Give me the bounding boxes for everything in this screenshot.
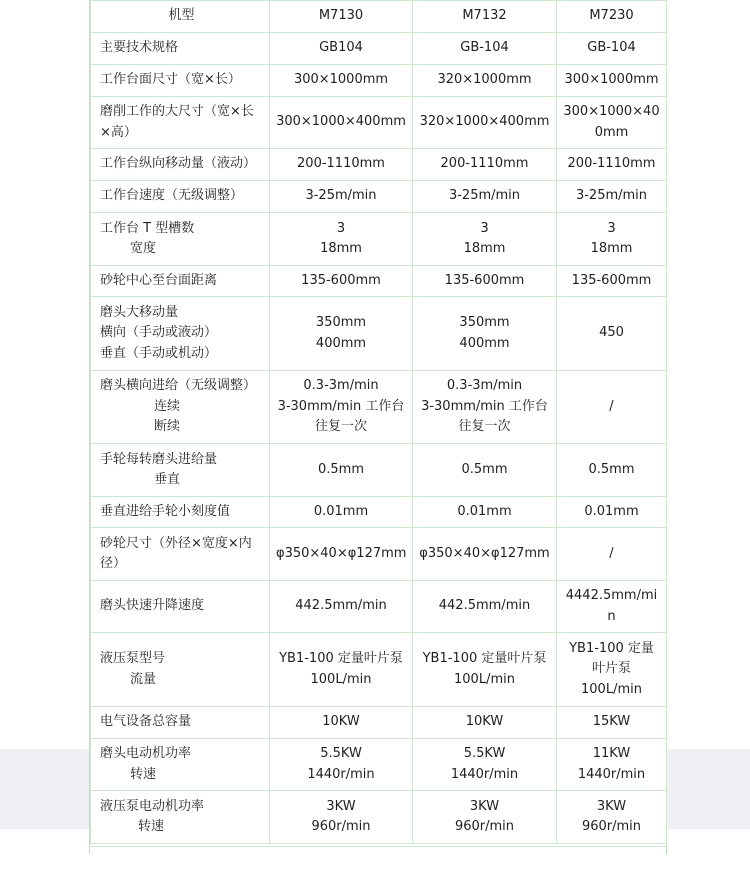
cell-m7130: 0.3-3m/min 3-30mm/min 工作台往复一次: [270, 371, 413, 444]
cell-m7130: 3-25m/min: [270, 181, 413, 213]
cell-m7132: 320×1000×400mm: [413, 97, 557, 149]
cell-m7130: 300×1000×400mm: [270, 97, 413, 149]
row-label: 液压泵型号 流量: [91, 633, 270, 707]
table-row: [91, 213, 667, 266]
table-row: [91, 581, 667, 633]
cell-m7132: 3-25m/min: [413, 181, 557, 213]
row-label: 手轮每转磨头进给量 垂直: [91, 444, 270, 497]
cell-m7132: 350mm 400mm: [413, 297, 557, 371]
cell-m7132: 5.5KW 1440r/min: [413, 739, 557, 791]
cell-m7230: 300×1000×400mm: [557, 97, 667, 149]
row-label: 砂轮中心至台面距离: [91, 266, 270, 297]
table-row: [91, 266, 667, 297]
cell-m7130: GB104: [270, 33, 413, 65]
cell-m7130: 442.5mm/min: [270, 581, 413, 633]
cell-m7230: 4442.5mm/min: [557, 581, 667, 633]
row-label: 垂直进给手轮小刻度值: [91, 497, 270, 528]
cell-m7132: 0.3-3m/min 3-30mm/min 工作台往复一次: [413, 371, 557, 444]
table-row: [91, 707, 667, 739]
table-row: [91, 371, 667, 444]
table-row: [91, 633, 667, 707]
cell-m7230: 3KW 960r/min: [557, 791, 667, 844]
row-label: 主要技术规格: [91, 33, 270, 65]
table-header-row: [91, 1, 667, 33]
cell-m7132: GB-104: [413, 33, 557, 65]
cell-m7132: YB1-100 定量叶片泵 100L/min: [413, 633, 557, 707]
row-label: 砂轮尺寸（外径×宽度×内径）: [91, 528, 270, 581]
cell-m7230: 0.5mm: [557, 444, 667, 497]
cell-m7130: 350mm 400mm: [270, 297, 413, 371]
cell-m7132: 3 18mm: [413, 213, 557, 266]
table-row: [91, 791, 667, 844]
cell-m7230: 450: [557, 297, 667, 371]
table-row: [91, 149, 667, 181]
table-row: [91, 444, 667, 497]
header-model-m7130: M7130: [270, 1, 413, 33]
table-bottom-rule: [90, 846, 666, 847]
row-label: 电气设备总容量: [91, 707, 270, 739]
row-label: 液压泵电动机功率 转速: [91, 791, 270, 844]
cell-m7230: 3 18mm: [557, 213, 667, 266]
spec-table-container: [89, 0, 667, 854]
cell-m7130: 0.5mm: [270, 444, 413, 497]
table-row: [91, 181, 667, 213]
cell-m7130: 10KW: [270, 707, 413, 739]
cell-m7132: 320×1000mm: [413, 65, 557, 97]
cell-m7130: 3 18mm: [270, 213, 413, 266]
cell-m7132: φ350×40×φ127mm: [413, 528, 557, 581]
cell-m7230: /: [557, 371, 667, 444]
table-row: [91, 739, 667, 791]
cell-m7132: 10KW: [413, 707, 557, 739]
table-row: [91, 33, 667, 65]
cell-m7230: 135-600mm: [557, 266, 667, 297]
cell-m7230: YB1-100 定量叶片泵 100L/min: [557, 633, 667, 707]
cell-m7230: 200-1110mm: [557, 149, 667, 181]
header-model-m7132: M7132: [413, 1, 557, 33]
cell-m7132: 3KW 960r/min: [413, 791, 557, 844]
cell-m7130: YB1-100 定量叶片泵 100L/min: [270, 633, 413, 707]
row-label: 工作台速度（无级调整）: [91, 181, 270, 213]
header-model-label: 机型: [91, 1, 270, 33]
table-row: [91, 97, 667, 149]
row-label: 磨削工作的大尺寸（宽×长×高）: [91, 97, 270, 149]
header-model-m7230: M7230: [557, 1, 667, 33]
cell-m7130: 300×1000mm: [270, 65, 413, 97]
spec-table: [90, 0, 667, 844]
row-label: 工作台 T 型槽数 宽度: [91, 213, 270, 266]
cell-m7132: 0.01mm: [413, 497, 557, 528]
table-row: [91, 528, 667, 581]
cell-m7230: 0.01mm: [557, 497, 667, 528]
cell-m7230: 11KW 1440r/min: [557, 739, 667, 791]
cell-m7130: φ350×40×φ127mm: [270, 528, 413, 581]
cell-m7132: 200-1110mm: [413, 149, 557, 181]
table-row: [91, 297, 667, 371]
table-row: [91, 65, 667, 97]
table-row: [91, 497, 667, 528]
cell-m7230: 3-25m/min: [557, 181, 667, 213]
row-label: 磨头快速升降速度: [91, 581, 270, 633]
cell-m7230: GB-104: [557, 33, 667, 65]
cell-m7132: 135-600mm: [413, 266, 557, 297]
cell-m7230: 300×1000mm: [557, 65, 667, 97]
cell-m7132: 0.5mm: [413, 444, 557, 497]
cell-m7130: 0.01mm: [270, 497, 413, 528]
cell-m7130: 135-600mm: [270, 266, 413, 297]
cell-m7130: 5.5KW 1440r/min: [270, 739, 413, 791]
cell-m7230: /: [557, 528, 667, 581]
cell-m7230: 15KW: [557, 707, 667, 739]
cell-m7130: 3KW 960r/min: [270, 791, 413, 844]
row-label: 磨头横向进给（无级调整） 连续 断续: [91, 371, 270, 444]
row-label: 磨头电动机功率 转速: [91, 739, 270, 791]
row-label: 工作台纵向移动量（液动）: [91, 149, 270, 181]
row-label: 工作台面尺寸（宽×长）: [91, 65, 270, 97]
cell-m7130: 200-1110mm: [270, 149, 413, 181]
row-label: 磨头大移动量 横向（手动或液动） 垂直（手动或机动）: [91, 297, 270, 371]
cell-m7132: 442.5mm/min: [413, 581, 557, 633]
